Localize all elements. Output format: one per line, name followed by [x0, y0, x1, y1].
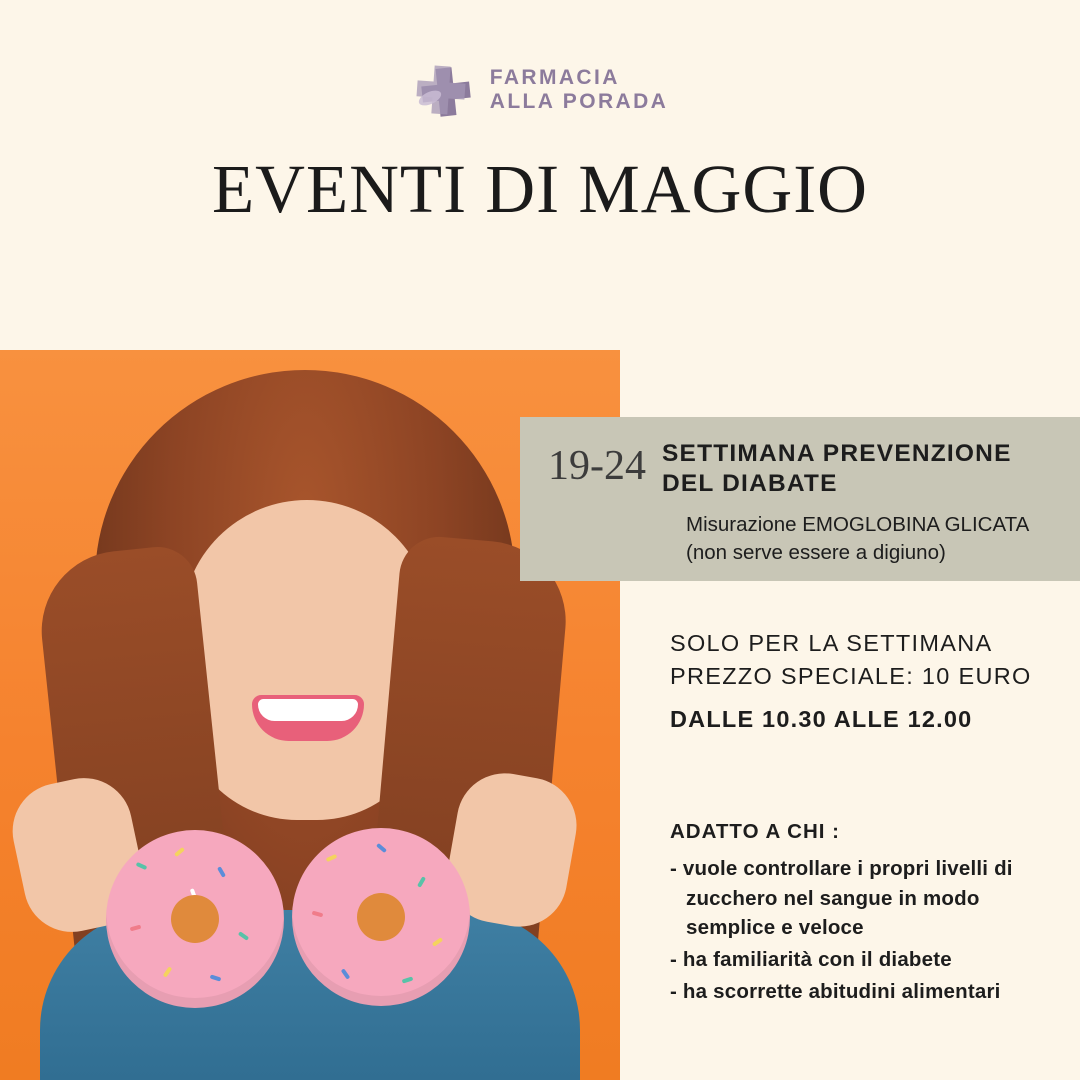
donut-left: [106, 830, 284, 1008]
audience-block: [670, 820, 1070, 1009]
pharmacy-cross-icon: [412, 58, 476, 122]
price-block: [670, 627, 1070, 733]
event-date-range: 19-24: [548, 443, 646, 489]
mouth-shape: [252, 695, 364, 741]
event-subtitle: [686, 511, 1076, 566]
price-hours: DALLE 10.30 ALLE 12.00: [670, 705, 973, 732]
price-line-1: SOLO PER LA SETTIMANA: [670, 630, 993, 656]
event-heading: SETTIMANA PREVENZIONE DEL DIABATE: [662, 440, 1012, 497]
event-subtitle-line-2: (non serve essere a digiuno): [686, 540, 946, 564]
donut-right: [292, 828, 470, 1006]
price-line-2: PREZZO SPECIALE: 10 EURO: [670, 663, 1032, 690]
brand-line-1: FARMACIA: [489, 66, 620, 90]
audience-title: ADATTO A CHI :: [670, 820, 841, 843]
page-title: EVENTI DI MAGGIO: [211, 151, 869, 227]
list-item: - ha scorrette abitudini alimentari: [670, 979, 1001, 1003]
list-item: - ha familiarità con il diabete: [670, 948, 952, 972]
brand-line-2: ALLA PORADA: [489, 90, 669, 113]
event-subtitle-line-1: Misurazione EMOGLOBINA GLICATA: [686, 513, 1030, 536]
brand-logo: [0, 58, 1080, 122]
audience-list: [670, 854, 1070, 1007]
list-item: - vuole controllare i propri livelli di zucchero nel sangue in modo semplice e veloce: [670, 857, 1013, 940]
